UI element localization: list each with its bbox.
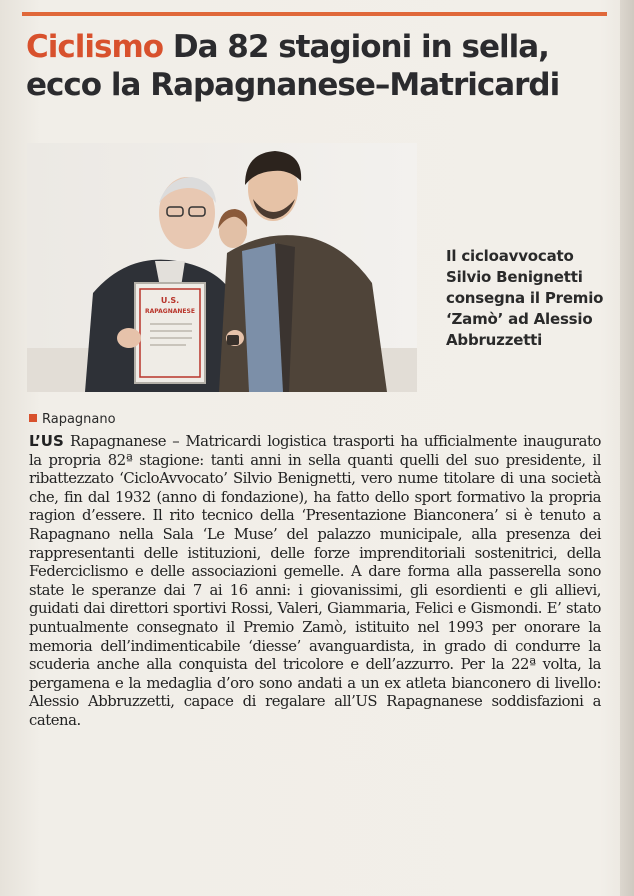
photo-illustration (27, 143, 417, 392)
headline-kicker: Ciclismo (26, 29, 164, 65)
section-rule (22, 12, 607, 16)
location-marker-icon (29, 414, 37, 422)
headline (26, 28, 616, 104)
plaque-line2: RAPAGNANESE (145, 308, 195, 315)
location-label: Rapagnano (42, 412, 116, 427)
page-edge (620, 0, 634, 896)
location-tag (29, 412, 116, 427)
headline-title: Da 82 stagioni in sella, ecco la Rapagnanese–Matricardi (26, 29, 560, 103)
article-photo (27, 143, 417, 392)
plaque-line1: U.S. (160, 296, 180, 305)
article-text: Rapagnanese – Matricardi logistica trasporti ha ufficialmente inaugurato la propria 82ª stagione: tanti anni in sella quanti quelli del suo presidente, il ribattezzato ‘CicloAvvocato’ Silvio Benignetti, vero nume titolare di una società che, fin dal 1932 (anno di fondazione), ha fatto dello sport formativo la propria ragion d’essere. Il rito tecnico della ‘Presentazione Bianconera’ si è tenuto a Rapagnano nella Sala ‘Le Muse’ del palazzo municipale, alla presenza dei rappresentanti delle istituzioni, delle forze imprenditoriali sostenitrici, della Federciclismo e delle associazioni gemelle. A dare forma alla passerella sono state le speranze dai 7 ai 16 anni: i giovanissimi, gli esordienti e gli allievi, guidati dai direttori sportivi Rossi, Valeri, Giammaria, Felici e Gismondi. E’ stato puntualmente consegnato il Premio Zamò, istituito nel 1993 per onorare la memoria dell’indimenticabile ‘diesse’ avanguardista, in grado di condurre la scuderia anche alla conquista del tricolore e dell’azzurro. Per la 22ª volta, la pergamena e la medaglia d’oro sono andati a un ex atleta bianconero di livello: Alessio Abbruzzetti, capace di regalare all’US Rapagnanese soddisfazioni a catena. (29, 433, 601, 729)
article-body (29, 432, 601, 731)
article-lead-in: L’US (29, 432, 64, 450)
photo-caption: Il cicloavvocato Silvio Benignetti consegna il Premio ‘Zamò’ ad Alessio Abbruzzetti (446, 247, 604, 349)
